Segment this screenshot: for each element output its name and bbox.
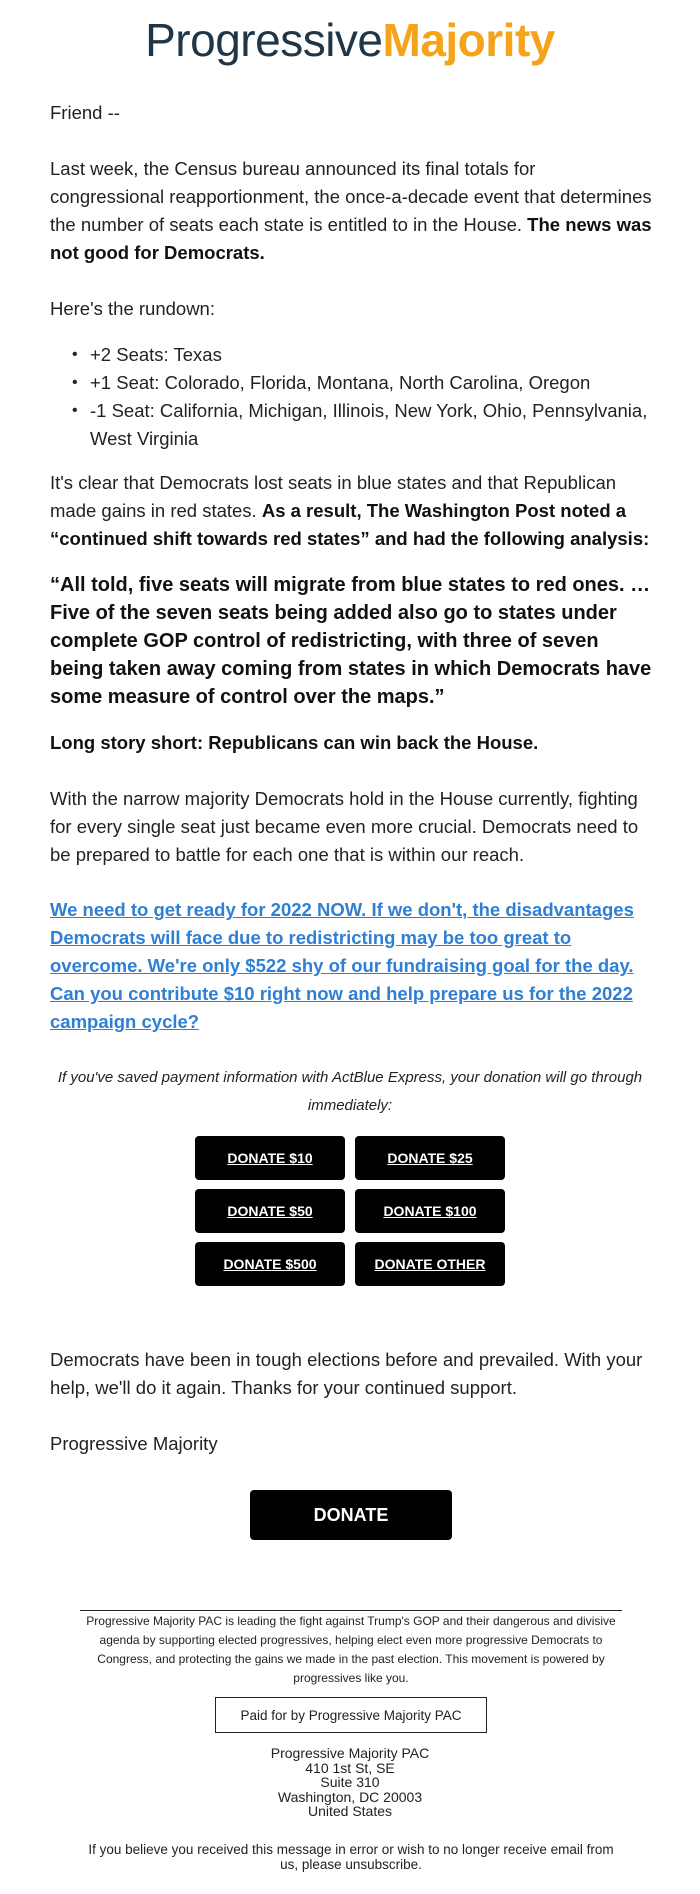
washington-post-quote: “All told, five seats will migrate from blue states to red ones. … Five of the seven seats being added also go to states under complete GOP control of redistricting, with three of seven being taken away coming from states in which Democrats have some measure of control over the maps.” (50, 574, 652, 708)
list-item: • +1 Seat: Colorado, Florida, Montana, North Carolina, Oregon (50, 369, 654, 397)
intro-paragraph (50, 155, 654, 267)
donate-10-button[interactable]: DONATE $10 (195, 1136, 345, 1180)
rundown-label: Here's the rundown: (50, 298, 215, 319)
donate-500-button[interactable]: DONATE $500 (195, 1242, 345, 1286)
list-item: • -1 Seat: California, Michigan, Illinois, New York, Ohio, Pennsylvania, West Virginia (50, 397, 654, 453)
donate-other-button[interactable]: DONATE OTHER (355, 1242, 505, 1286)
donate-25-button[interactable]: DONATE $25 (355, 1136, 505, 1180)
address-line: Washington, DC 20003 (277, 1788, 423, 1805)
address-line: 410 1st St, SE (305, 1759, 395, 1776)
list-item: • +2 Seats: Texas (50, 341, 654, 369)
address-line: United States (307, 1803, 393, 1819)
analysis-paragraph (50, 469, 654, 553)
closing-paragraph: Democrats have been in tough elections before and prevailed. With your help, we'll do it again. Thanks for your continued support. (50, 1349, 643, 1398)
address-line: Progressive Majority PAC (270, 1745, 430, 1761)
intro-text: Last week, the Census bureau announced its final totals for congressional reapportionment, the once-a-decade event that determines the number of seats each state is entitled to in the House. (50, 158, 652, 235)
actblue-express-note: If you've saved payment information with ActBlue Express, your donation will go through immediately: (57, 1069, 643, 1114)
narrow-majority-paragraph: With the narrow majority Democrats hold in the House currently, fighting for every single seat just became even more crucial. Democrats need to be prepared to battle for each one that is within our reach. (50, 788, 639, 865)
footer-divider (80, 1610, 622, 1611)
donate-50-button[interactable]: DONATE $50 (195, 1189, 345, 1233)
mailing-address (200, 1746, 500, 1819)
analysis-bold: As a result, The Washington Post noted a “continued shift towards red states” and had the following analysis: (50, 500, 650, 549)
logo (0, 14, 700, 66)
rundown-list (50, 341, 654, 453)
donate-button[interactable]: DONATE (250, 1490, 452, 1540)
unsubscribe-notice[interactable]: If you believe you received this message in error or wish to no longer receive email from us, please unsubscribe. (88, 1842, 614, 1872)
contribute-link[interactable]: We need to get ready for 2022 NOW. If we don't, the disadvantages Democrats will face due to redistricting may be too great to overcome. We're only $522 shy of our fundraising goal for the day. Can you contribute $10 right now and help prepare us for the 2022 campaign cycle? (50, 899, 634, 1032)
signature: Progressive Majority (50, 1433, 218, 1454)
greeting: Friend -- (50, 102, 120, 123)
short-story: Long story short: Republicans can win back the House. (50, 732, 539, 753)
logo-word-majority: Majority (382, 14, 555, 66)
footer-about: Progressive Majority PAC is leading the fight against Trump's GOP and their dangerous and divisive agenda by supporting elected progressives, helping elect even more progressive Democrats to Congress, and protecting the gains we made in the past election. This movement is powered by progressives like you. (86, 1614, 616, 1685)
paid-for-box: Paid for by Progressive Majority PAC (215, 1697, 487, 1733)
logo-word-progressive: Progressive (145, 14, 383, 66)
intro-bold: The news was not good for Democrats. (50, 214, 652, 263)
analysis-text: It's clear that Democrats lost seats in blue states and that Republican made gains in red states. (50, 472, 617, 521)
donate-100-button[interactable]: DONATE $100 (355, 1189, 505, 1233)
address-line: Suite 310 (320, 1774, 380, 1790)
